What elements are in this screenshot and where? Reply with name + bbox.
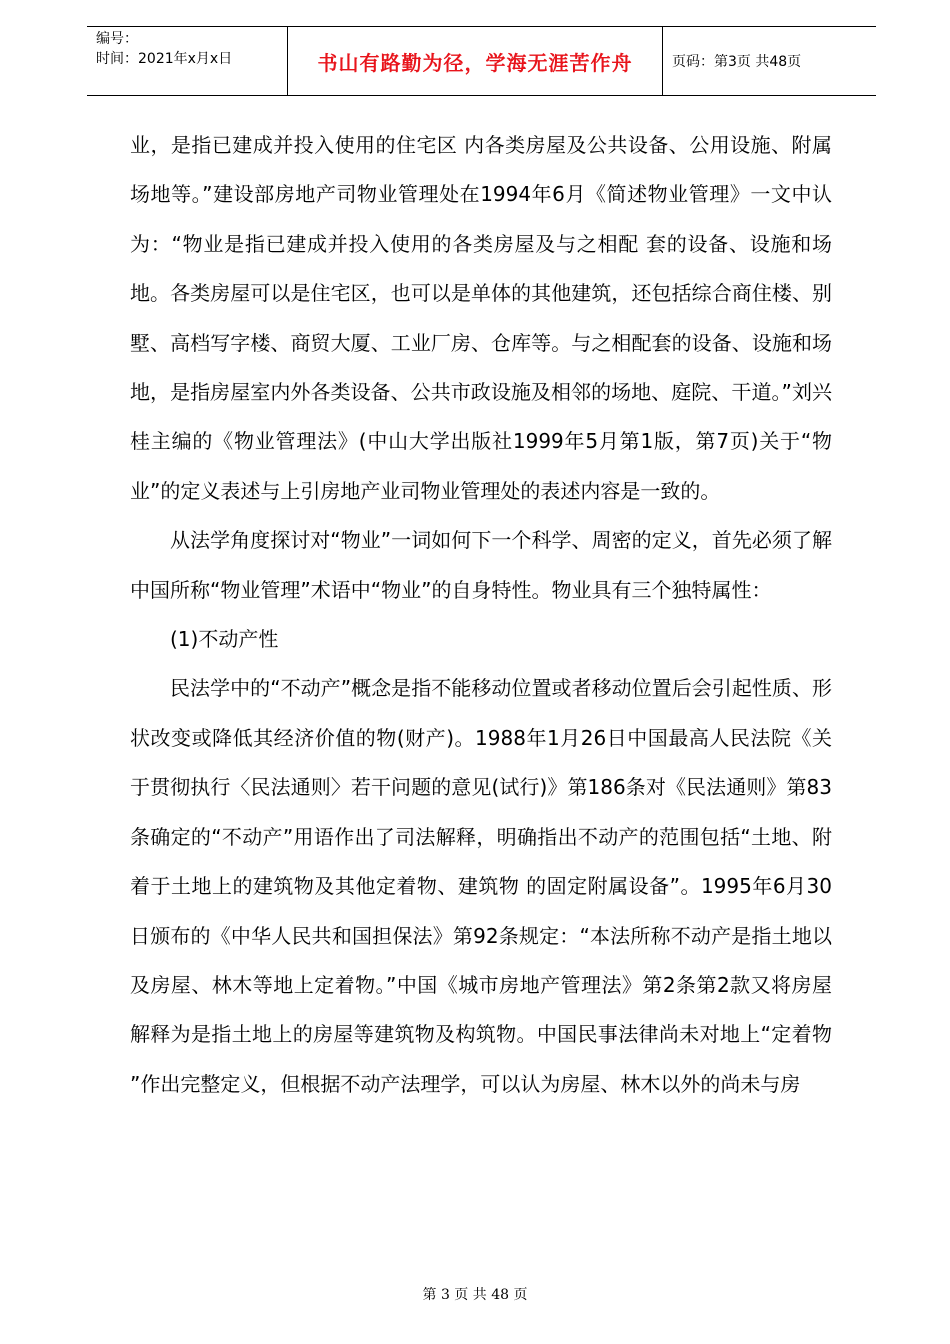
paragraph-2: 从法学角度探讨对“物业”一词如何下一个科学、周密的定义，首先必须了解中国所称“物业管理”术语中“物业”的自身特性。物业具有三个独特属性： (130, 528, 832, 602)
time-label: 时间：2021年x月x日 (96, 51, 233, 67)
number-label: 编号： (96, 31, 138, 47)
motto-text: 书山有路勤为径，学海无涯苦作舟 (317, 50, 633, 75)
page-footer: 第 3 页 共 48 页 (422, 1287, 528, 1303)
page-header (87, 26, 876, 96)
header-meta (96, 29, 286, 69)
header-motto-cell (287, 27, 663, 95)
document-body (130, 121, 832, 1109)
paragraph-3: 民法学中的“不动产”概念是指不能移动位置或者移动位置后会引起性质、形状改变或降低其经济价值的物(财产)。1988年1月26日中国最高人民法院《关于贯彻执行〈民法通则〉若干问题的意见(试行)》第186条对《民法通则》第83条确定的“不动产”用语作出了司法解释，明确指出不动产的范围包括“土地、附着于土地上的建筑物及其他定着物、建筑物 的固定附属设备”。1995年6月30日颁布的《中华人民共和国担保法》第92条规定：“本法所称不动产是指土地以及房屋、林木等地上定着物。”中国《城市房地产管理法》第2条第2款又将房屋解释为是指土地上的房屋等建筑物及构筑物。中国民事法律尚未对地上“定着物 ”作出完整定义，但根据不动产法理学，可以认为房屋、林木以外的尚未与房 (130, 676, 832, 1096)
paragraph-1: 业，是指已建成并投入使用的住宅区 内各类房屋及公共设备、公用设施、附属场地等。”建设部房地产司物业管理处在1994年6月《简述物业管理》一文中认为：“物业是指已建成并投入使用的各类房屋及与之相配 套的设备、设施和场地。各类房屋可以是住宅区，也可以是单体的其他建筑，还包括综合商住楼、别墅、高档写字楼、商贸大厦、工业厂房、仓库等。与之相配套的设备、设施和场地，是指房屋室内外各类设备、公共市政设施及相邻的场地、庭院、干道。”刘兴桂主编的《物业管理法》(中山大学出版社1999年5月第1版，第7页)关于“物业”的定义表述与上引房地产业司物业管理处的表述内容是一致的。 (130, 133, 832, 503)
header-page-info: 页码：第3页 共48页 (672, 54, 802, 70)
section-heading: (1)不动产性 (170, 627, 279, 652)
